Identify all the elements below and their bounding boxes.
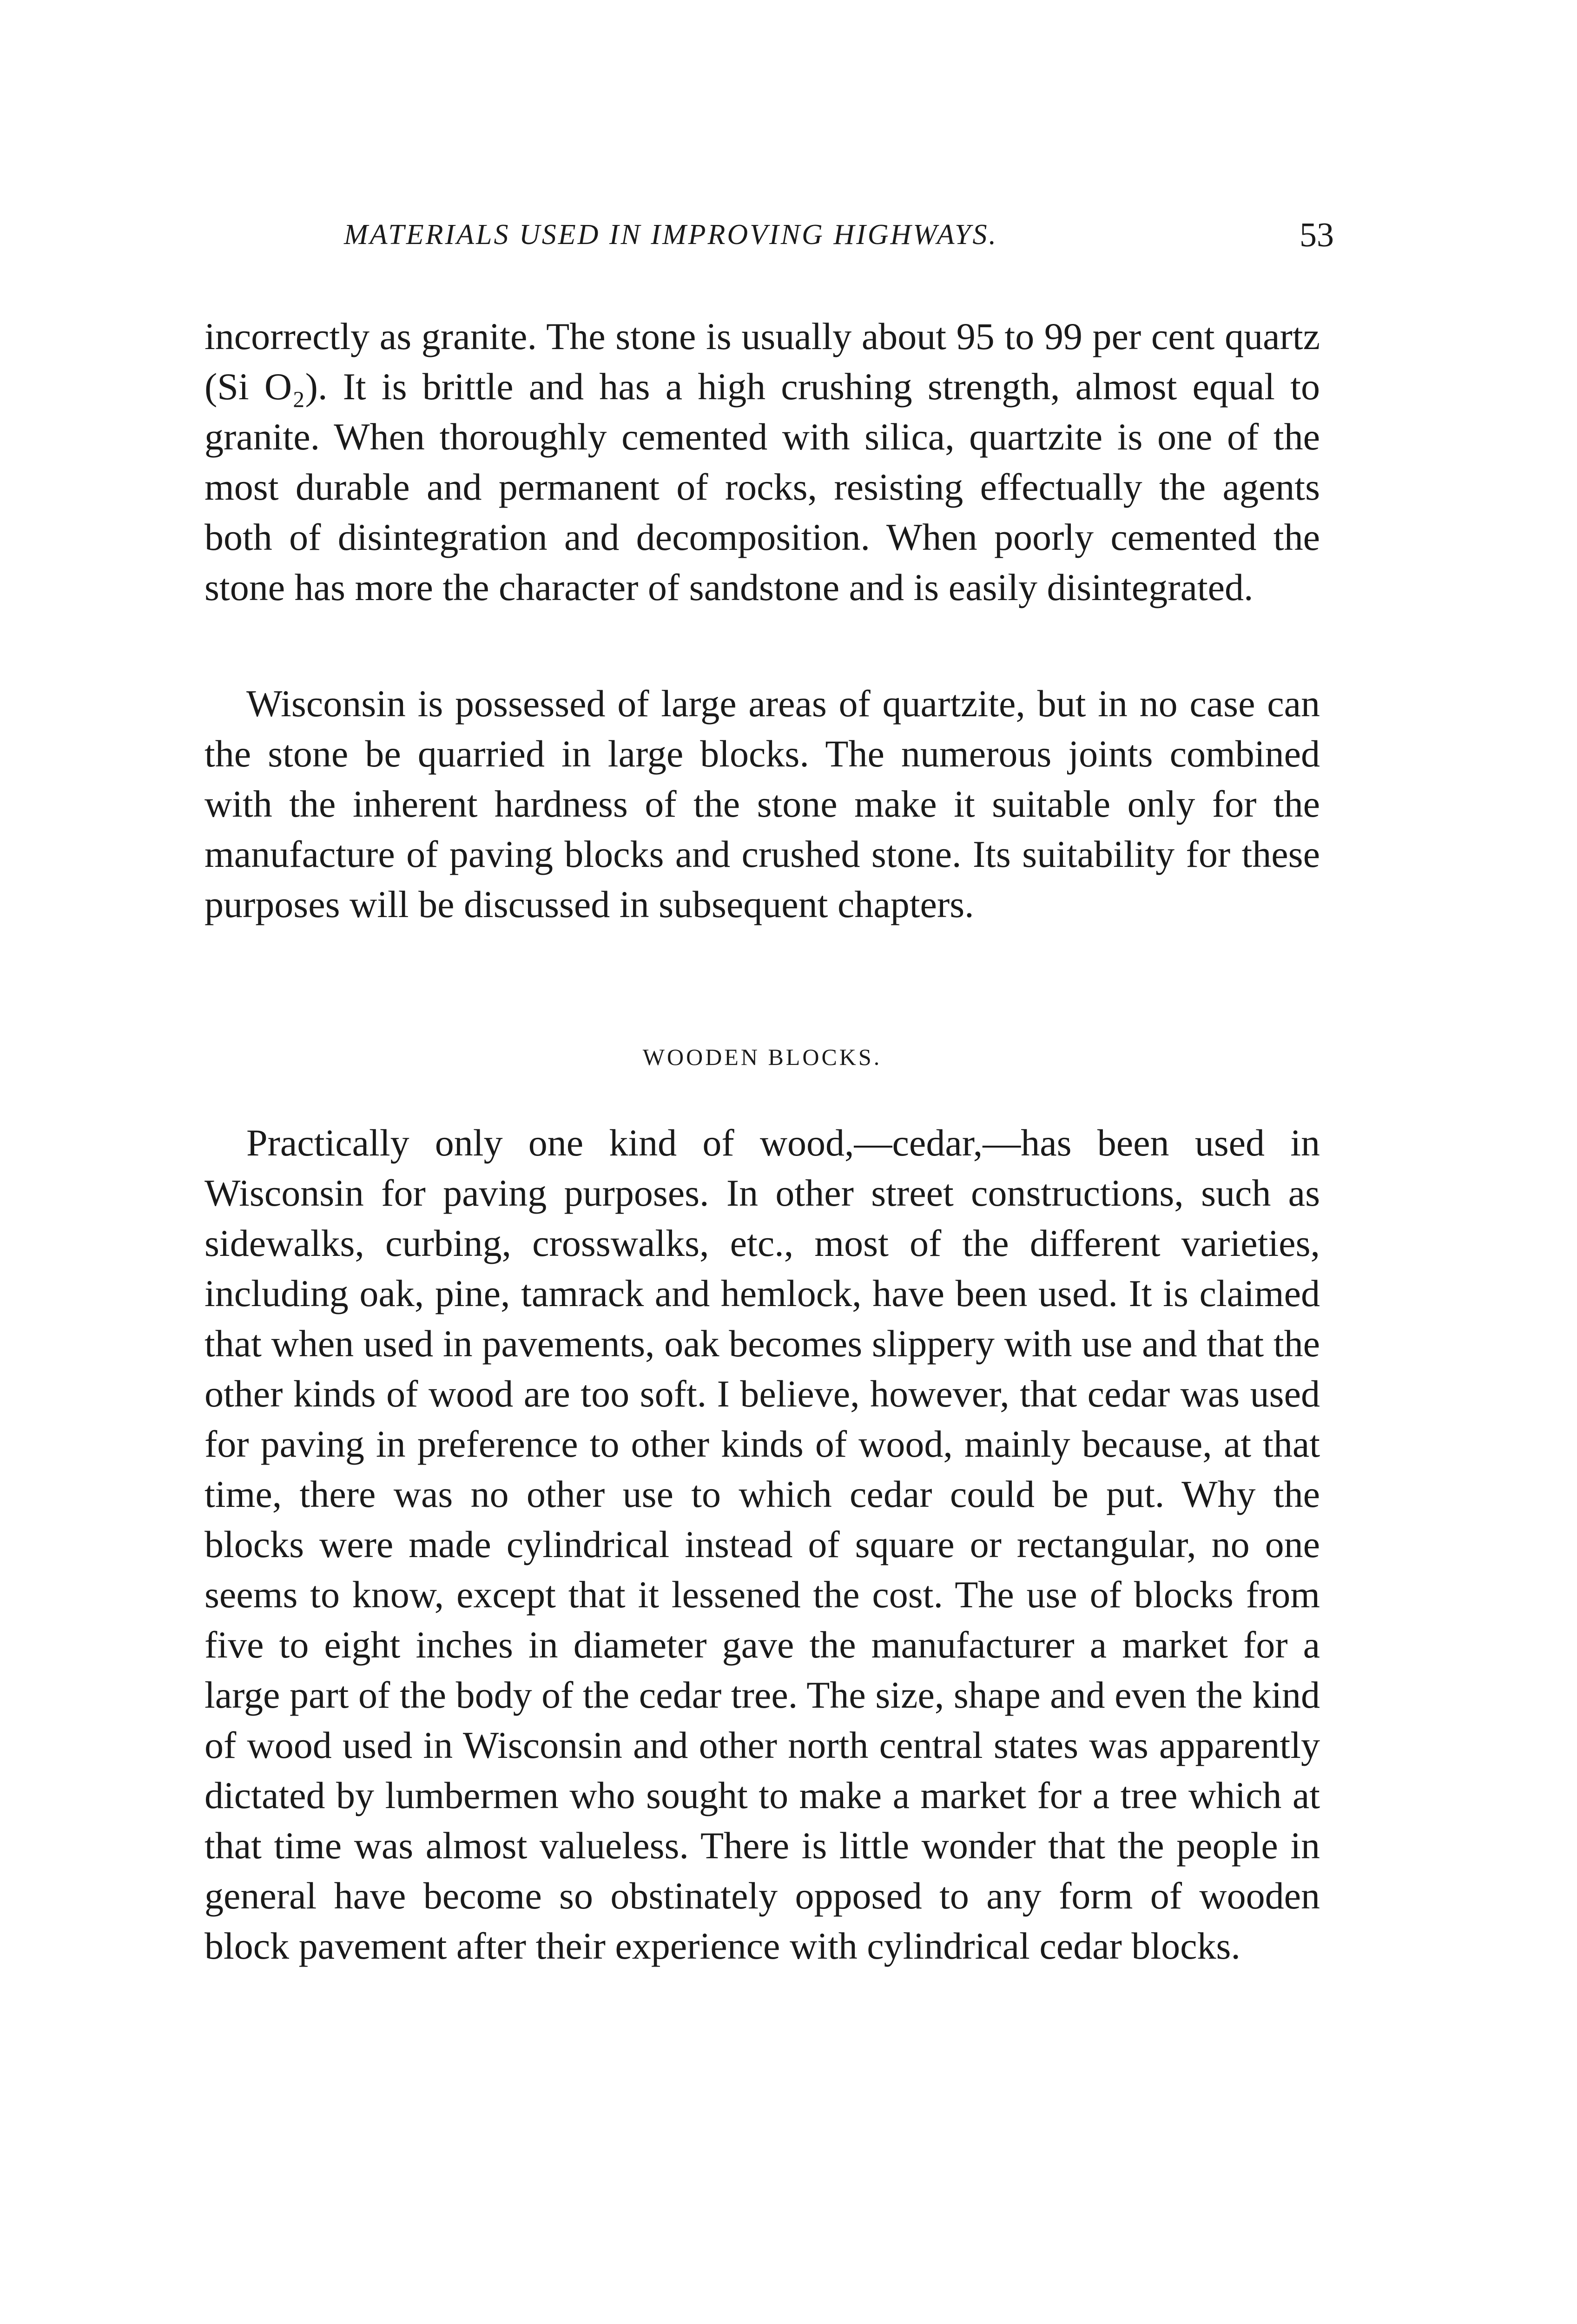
paragraph-quartzite-continued: incorrectly as granite. The stone is usually about 95 to 99 per cent quartz (Si O₂). It is brittle and has a high crushing strength, almost equal to granite. When thoroughly cemented with silica, quartzite is one of the most durable and permanent of rocks, resisting effectually the agents both of disintegration and decomposition. When poorly cemented the stone has more the character of sandstone and is easily disintegrated. [205,315,1320,608]
page-number: 53 [1300,216,1334,254]
paragraph-wooden-blocks: Practically only one kind of wood,—cedar,—has been used in Wisconsin for paving purposes. In other street constructions, such as sidewalks, curbing, crosswalks, etc., most of the different varieties, including oak, pine, tamrack and hemlock, have been used. It is claimed that when used in pavements, oak becomes slippery with use and that the other kinds of wood are too soft. I believe, however, that cedar was used for paving in preference to other kinds of wood, mainly because, at that time, there was no other use to which cedar could be put. Why the blocks were made cylindrical instead of square or rectangular, no one seems to know, except that it lessened the cost. The use of blocks from five to eight inches in diameter gave the manufacturer a market for a large part of the body of the cedar tree. The size, shape and even the kind of wood used in Wisconsin and other north central states was apparently dictated by lumbermen who sought to make a market for a tree which at that time was almost valueless. There is little wonder that the people in general have become so obstinately opposed to any form of wooden block pavement after their experience with cylindrical cedar blocks. [205,1122,1320,1967]
page-header [205,218,1334,265]
running-title: MATERIALS USED IN IMPROVING HIGHWAYS. [344,219,998,251]
paragraph-wisconsin-quartzite: Wisconsin is possessed of large areas of quartzite, but in no case can the stone be quarried in large blocks. The numerous joints combined with the inherent hardness of the stone make it suitable only for the manufacture of paving blocks and crushed stone. Its suitability for these purposes will be discussed in subsequent chapters. [205,682,1320,925]
section-heading: WOODEN BLOCKS. [642,1044,882,1070]
